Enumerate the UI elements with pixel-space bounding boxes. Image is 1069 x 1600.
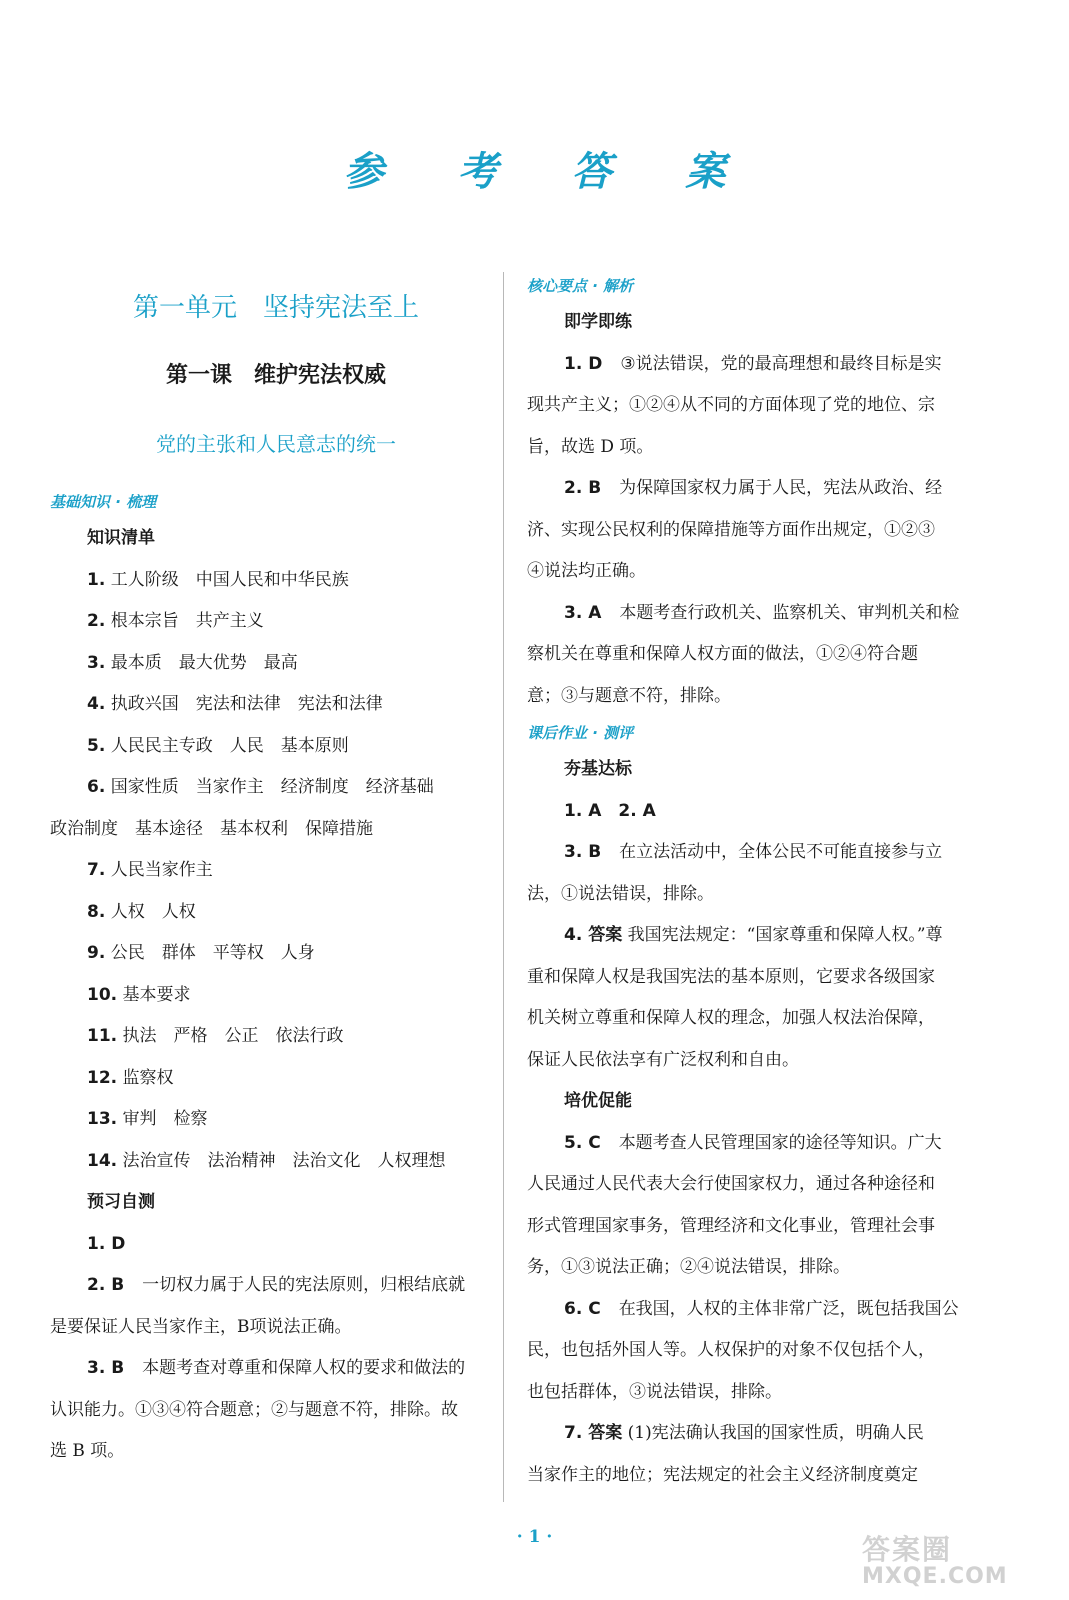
list-item: 2. 根本宗旨 共产主义 bbox=[87, 611, 264, 631]
list-item: 8. 人权 人权 bbox=[87, 901, 196, 922]
list-item: 12. 监察权 bbox=[87, 1067, 174, 1088]
answer-line: 4. 答案 我国宪法规定：“国家尊重和保障人权。”尊 bbox=[564, 925, 943, 945]
list-item: 5. 人民民主专政 人民 基本原则 bbox=[87, 735, 349, 756]
topic-title: 党的主张和人民意志的统一 bbox=[156, 432, 396, 456]
answer-line: 民，也包括外国人等。人权保护的对象不仅包括个人， bbox=[527, 1340, 935, 1360]
answer-line: 也包括群体，③说法错误，排除。 bbox=[527, 1381, 782, 1402]
answer-line: 机关树立尊重和保障人权的理念，加强人权法治保障， bbox=[527, 1008, 935, 1028]
list-item-continuation: 政治制度 基本途径 基本权利 保障措施 bbox=[50, 818, 373, 839]
answer-line: 法，①说法错误，排除。 bbox=[527, 883, 714, 904]
answer-line: 务，①③说法正确；②④说法错误，排除。 bbox=[527, 1257, 850, 1277]
watermark-text-top: 答案圈 bbox=[862, 1533, 953, 1566]
answer-line: 是要保证人民当家作主，B项说法正确。 bbox=[50, 1316, 352, 1337]
answer-line: 当家作主的地位；宪法规定的社会主义经济制度奠定 bbox=[527, 1464, 918, 1485]
answer-line: 1. A 2. A bbox=[564, 800, 656, 821]
lesson-title: 第一课 维护宪法权威 bbox=[165, 363, 386, 388]
answer-line: 现共产主义；①②④从不同的方面体现了党的地位、宗 bbox=[527, 395, 935, 415]
answer-line: 3. B 在立法活动中，全体公民不可能直接参与立 bbox=[564, 842, 943, 862]
watermark-logo bbox=[862, 1528, 1008, 1589]
answer-line: 3. B 本题考查对尊重和保障人权的要求和做法的 bbox=[87, 1358, 466, 1378]
list-item: 3. 最本质 最大优势 最高 bbox=[87, 652, 298, 673]
page-number: · 1 · bbox=[516, 1527, 553, 1547]
list-item: 13. 审判 检察 bbox=[87, 1109, 208, 1129]
answer-line: 1. D bbox=[87, 1233, 126, 1254]
answer-line: 7. 答案 (1)宪法确认我国的国家性质，明确人民 bbox=[564, 1423, 924, 1443]
list-item: 11. 执法 严格 公正 依法行政 bbox=[87, 1026, 344, 1046]
list-item: 7. 人民当家作主 bbox=[87, 860, 213, 880]
subsection-heading: 夯基达标 bbox=[564, 759, 632, 779]
answer-line: 3. A 本题考查行政机关、监察机关、审判机关和检 bbox=[564, 602, 960, 623]
answer-line: 保证人民依法享有广泛权利和自由。 bbox=[527, 1049, 799, 1070]
answer-line: 2. B 一切权力属于人民的宪法原则，归根结底就 bbox=[87, 1275, 466, 1295]
list-item: 6. 国家性质 当家作主 经济制度 经济基础 bbox=[87, 777, 434, 797]
section-heading: 核心要点 · 解析 bbox=[527, 277, 634, 295]
answer-line: 意；③与题意不符，排除。 bbox=[527, 685, 731, 706]
list-item: 14. 法治宣传 法治精神 法治文化 人权理想 bbox=[87, 1150, 446, 1171]
watermark-text-bottom: MXQE.COM bbox=[862, 1564, 1008, 1589]
left-column bbox=[50, 270, 502, 1473]
section-heading: 基础知识 · 梳理 bbox=[50, 493, 157, 511]
answer-line: 济、实现公民权利的保障措施等方面作出规定，①②③ bbox=[527, 519, 935, 540]
unit-title: 第一单元 坚持宪法至上 bbox=[132, 293, 419, 323]
right-column bbox=[527, 270, 979, 1496]
list-item: 9. 公民 群体 平等权 人身 bbox=[87, 943, 315, 963]
answer-line: 6. C 在我国，人权的主体非常广泛，既包括我国公 bbox=[564, 1298, 959, 1319]
answer-line: 选 B 项。 bbox=[50, 1441, 125, 1461]
list-item: 4. 执政兴国 宪法和法律 宪法和法律 bbox=[87, 694, 383, 714]
answer-line: 人民通过人民代表大会行使国家权力，通过各种途径和 bbox=[527, 1174, 935, 1194]
answer-line: 5. C 本题考查人民管理国家的途径等知识。广大 bbox=[564, 1132, 942, 1153]
column-divider bbox=[503, 272, 504, 1502]
subsection-heading: 即学即练 bbox=[564, 312, 632, 332]
page-title: 参 考 答 案 bbox=[343, 148, 756, 195]
answer-line: 旨，故选 D 项。 bbox=[527, 436, 654, 457]
answer-line: 重和保障人权是我国宪法的基本原则，它要求各级国家 bbox=[527, 966, 935, 987]
answer-line: 认识能力。①③④符合题意；②与题意不符，排除。故 bbox=[50, 1399, 458, 1420]
section-heading: 课后作业 · 测评 bbox=[527, 724, 634, 742]
answer-line: 察机关在尊重和保障人权方面的做法，①②④符合题 bbox=[527, 644, 918, 664]
subsection-heading: 知识清单 bbox=[87, 528, 155, 548]
subsection-heading: 培优促能 bbox=[564, 1091, 632, 1111]
answer-line: 1. D ③说法错误，党的最高理想和最终目标是实 bbox=[564, 353, 942, 374]
list-item: 10. 基本要求 bbox=[87, 984, 191, 1005]
list-item: 1. 工人阶级 中国人民和中华民族 bbox=[87, 569, 349, 590]
answer-line: 形式管理国家事务，管理经济和文化事业，管理社会事 bbox=[527, 1215, 935, 1236]
subsection-heading: 预习自测 bbox=[87, 1192, 155, 1212]
answer-line: ④说法均正确。 bbox=[527, 561, 646, 581]
answer-line: 2. B 为保障国家权力属于人民，宪法从政治、经 bbox=[564, 478, 943, 498]
